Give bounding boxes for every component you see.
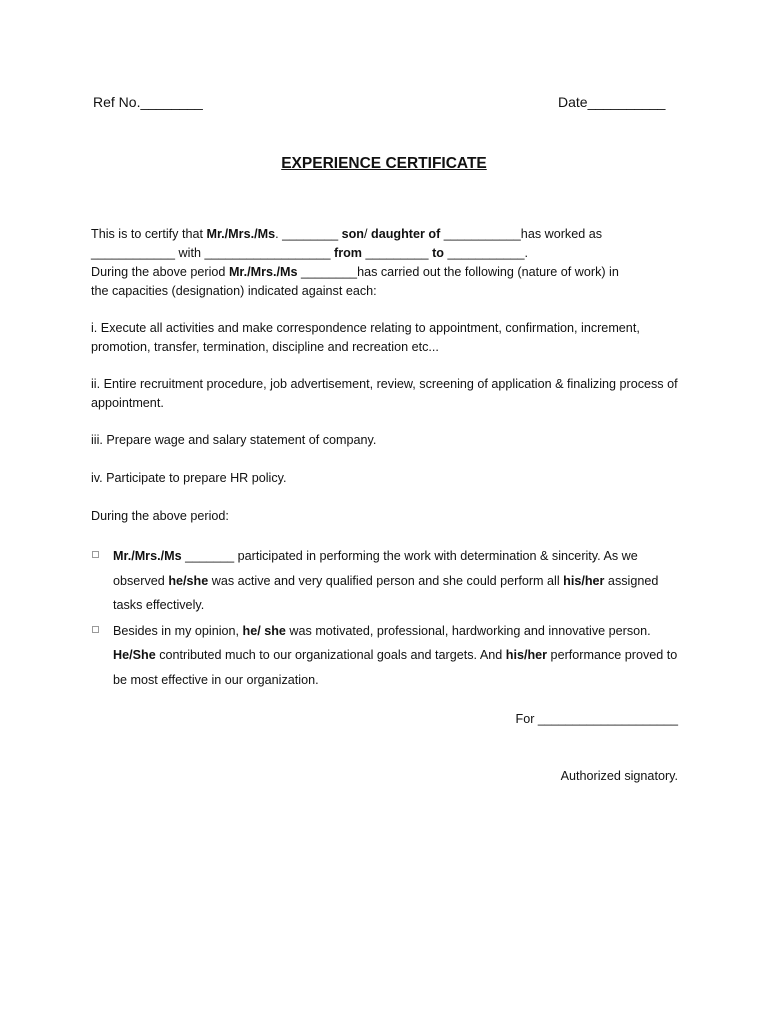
intro-line-4: the capacities (designation) indicated against each: <box>91 284 377 298</box>
duty-item-4: iv. Participate to prepare HR policy. <box>91 471 287 485</box>
assessment-item-1: Mr./Mrs./Ms _______ participated in performing the work with determination & sincerity. As we observed he/she was active and very qualified person and she could perform all his/her assigned tasks effectively. <box>91 544 691 618</box>
duty-item-2: ii. Entire recruitment procedure, job advertisement, review, screening of application & finalizing process of appointment. <box>91 377 678 410</box>
bullet-box-icon <box>92 626 99 633</box>
intro-line-2: ____________ with __________________ from _________ to ___________. <box>91 246 528 260</box>
authorized-signatory: Authorized signatory. <box>560 769 678 783</box>
ref-number: Ref No.________ <box>93 94 203 110</box>
assessment-list <box>91 544 691 692</box>
intro-line-1: This is to certify that Mr./Mrs./Ms. ________ son/ daughter of ___________has worked as <box>91 227 603 241</box>
bullet-box-icon <box>92 551 99 558</box>
date-field: Date__________ <box>558 94 666 110</box>
duty-item-1: i. Execute all activities and make correspondence relating to appointment, confirmation, increment, promotion, transfer, termination, discipline and recreation etc... <box>91 321 640 354</box>
duty-item-3: iii. Prepare wage and salary statement of company. <box>91 433 377 447</box>
during-period-heading: During the above period: <box>91 509 229 523</box>
intro-paragraph <box>91 225 691 301</box>
document-title: EXPERIENCE CERTIFICATE <box>281 155 487 172</box>
intro-line-3: During the above period Mr./Mrs./Ms ________has carried out the following (nature of work) in <box>91 265 619 279</box>
for-company-line: For ____________________ <box>515 712 678 726</box>
assessment-item-2: Besides in my opinion, he/ she was motivated, professional, hardworking and innovative person. He/She contributed much to our organizational goals and targets. And his/her performance proved to be most effective in our organization. <box>91 619 691 693</box>
